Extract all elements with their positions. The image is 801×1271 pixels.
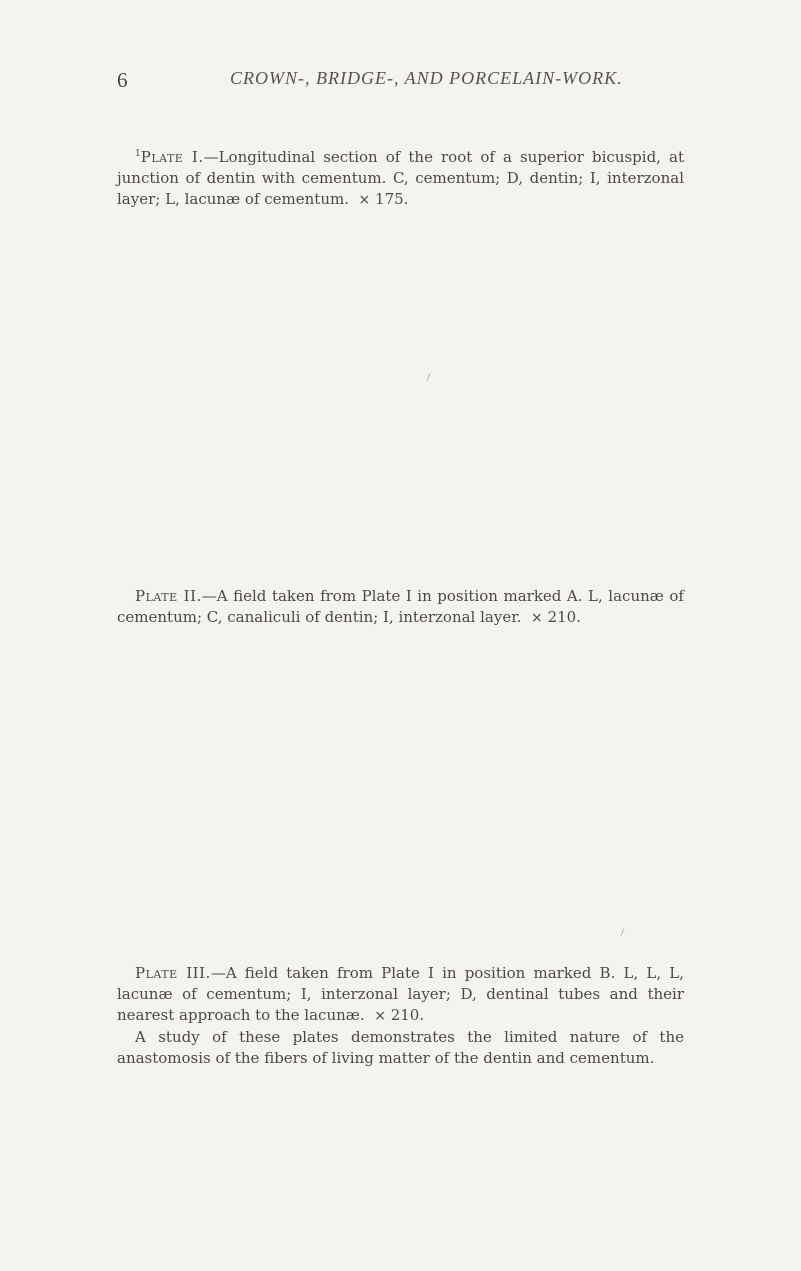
magnification-sign: ⨯ [358, 192, 371, 208]
plate-3-magnification: 210. [390, 1006, 425, 1024]
plate-3-caption [117, 963, 684, 1069]
plate-1-label: Plate I. [140, 148, 204, 166]
page-number: 6 [117, 68, 128, 92]
plate-3-label: Plate III. [135, 964, 211, 982]
plate-2-description: —A field taken from Plate I in position marked A. L, lacunæ of cementum; C, canaliculi of dentin; I, interzonal layer. [117, 587, 684, 626]
magnification-sign: ⨯ [374, 1008, 386, 1024]
plate-2-paragraph [117, 586, 684, 629]
running-title: CROWN-, BRIDGE-, AND PORCELAIN-WORK. [230, 68, 623, 88]
plate-2-label: Plate II. [135, 587, 202, 605]
plate-3-continuation: A study of these plates demonstrates the limited nature of the anastomosis of the fibers of living matter of the dentin and cementum. [117, 1028, 684, 1067]
plate-1-paragraph [117, 147, 684, 211]
plate-3-description: —A field taken from Plate I in position marked B. L, L, L, lacunæ of cementum; I, interzonal layer; D, dentinal tubes and their nearest approach to the lacunæ. [117, 964, 684, 1024]
plate-3-paragraph [117, 963, 684, 1027]
plate-2-magnification: 210. [547, 608, 581, 626]
plate-2-caption [117, 586, 684, 629]
magnification-sign: ⨯ [531, 610, 543, 626]
print-speck [427, 373, 431, 381]
plate-1-description: —Longitudinal section of the root of a superior bicuspid, at junction of dentin with cementum. C, cementum; D, dentin; I, interzonal layer; L, lacunæ of cementum. [117, 148, 684, 208]
plate-1-magnification: 175. [375, 190, 409, 208]
page-header [117, 68, 737, 98]
plate-1-caption [117, 147, 684, 211]
footnote-marker: 1 [135, 149, 141, 159]
print-speck [621, 928, 625, 936]
